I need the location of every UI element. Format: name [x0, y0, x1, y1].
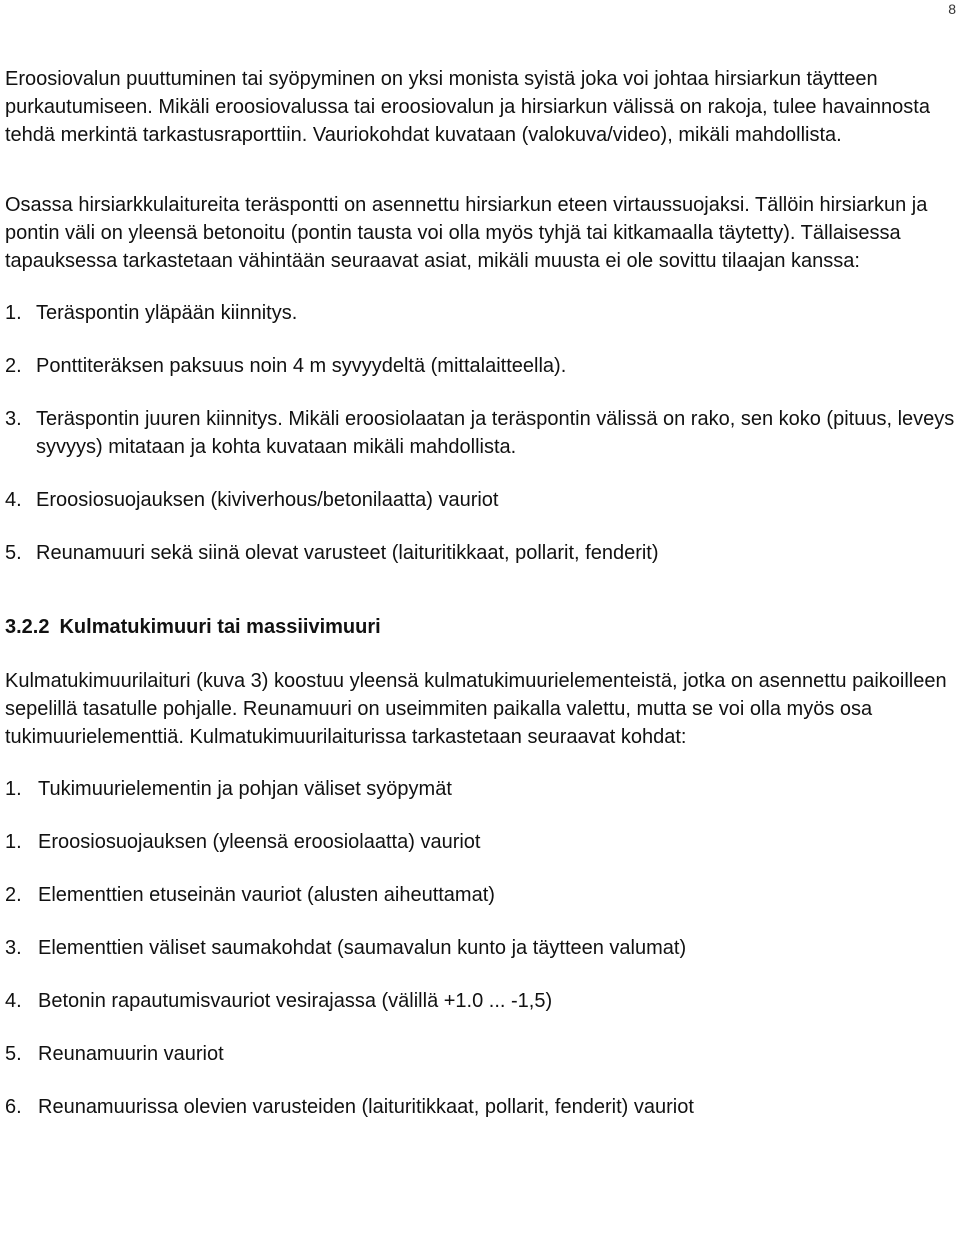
list-item [5, 405, 955, 461]
list-item [5, 987, 955, 1015]
list-item [5, 1040, 955, 1068]
list-item-number: 1. [5, 831, 22, 853]
list-item-number: 2. [5, 355, 22, 377]
list-item [5, 486, 955, 514]
section-title: Kulmatukimuuri tai massiivimuuri [59, 616, 381, 638]
document-body [5, 65, 955, 1121]
list-item [5, 539, 955, 567]
paragraph-eroosiovalu: Eroosiovalun puuttuminen tai syöpyminen on yksi monista syistä joka voi johtaa hirsiarkun täytteen purkautumiseen. Mikäli eroosiovalussa tai eroosiovalun ja hirsiarkun välissä on rakoja, tulee havainnosta tehdä merkintä tarkastusraporttiin. Vauriokohdat kuvataan (valokuva/video), mikäli mahdollista. [5, 68, 930, 146]
list-item-text: Teräspontin juuren kiinnitys. Mikäli eroosiolaatan ja teräspontin välissä on rako, sen koko (pituus, leveys syvyys) mitataan ja kohta kuvataan mikäli mahdollista. [36, 408, 955, 458]
inspection-list-terasspontti [5, 299, 955, 567]
list-item-number: 5. [5, 542, 22, 564]
list-item [5, 352, 955, 380]
list-item-number: 2. [5, 884, 22, 906]
list-item-text: Reunamuurin vauriot [38, 1043, 224, 1065]
page-number: 8 [948, 1, 956, 17]
list-item-text: Ponttiteräksen paksuus noin 4 m syvyydeltä (mittalaitteella). [36, 355, 567, 377]
list-item-number: 1. [5, 302, 22, 324]
list-item-number: 4. [5, 489, 22, 511]
list-item [5, 934, 955, 962]
paragraph-kulmatukimuuri: Kulmatukimuurilaituri (kuva 3) koostuu yleensä kulmatukimuurielementeistä, jotka on asennettu paikoilleen sepelillä tasatulle pohjalle. Reunamuuri on useimmiten paikalla valettu, mutta se voi olla myös osa tukimuurielementtiä. Kulmatukimuurilaiturissa tarkastetaan seuraavat kohdat: [5, 670, 947, 748]
list-item-text: Tukimuurielementin ja pohjan väliset syöpymät [38, 778, 452, 800]
list-item-text: Teräspontin yläpään kiinnitys. [36, 302, 298, 324]
list-item-number: 1. [5, 778, 22, 800]
list-item-text: Eroosiosuojauksen (yleensä eroosiolaatta) vauriot [38, 831, 481, 853]
section-heading [5, 613, 955, 641]
section-number: 3.2.2 [5, 616, 50, 638]
list-item-number: 5. [5, 1043, 22, 1065]
list-item [5, 881, 955, 909]
list-item-number: 3. [5, 408, 22, 430]
list-item [5, 828, 955, 856]
list-item-number: 4. [5, 990, 22, 1012]
list-item [5, 775, 955, 803]
list-item-text: Reunamuurissa olevien varusteiden (laituritikkaat, pollarit, fenderit) vauriot [38, 1096, 694, 1118]
list-item-text: Betonin rapautumisvauriot vesirajassa (välillä +1.0 ... -1,5) [38, 990, 553, 1012]
list-item-number: 6. [5, 1096, 22, 1118]
list-item-text: Reunamuuri sekä siinä olevat varusteet (laituritikkaat, pollarit, fenderit) [36, 542, 659, 564]
list-item [5, 299, 955, 327]
inspection-list-kulmatukimuuri [5, 775, 955, 1121]
list-item-text: Elementtien etuseinän vauriot (alusten aiheuttamat) [38, 884, 495, 906]
list-item-text: Elementtien väliset saumakohdat (saumavalun kunto ja täytteen valumat) [38, 937, 687, 959]
list-item-number: 3. [5, 937, 22, 959]
list-item-text: Eroosiosuojauksen (kiviverhous/betonilaatta) vauriot [36, 489, 499, 511]
list-item [5, 1093, 955, 1121]
paragraph-hirsiarkkulaiturit: Osassa hirsiarkkulaitureita teräspontti on asennettu hirsiarkun eteen virtaussuojaksi. Tällöin hirsiarkun ja pontin väli on yleensä betonoitu (pontin tausta voi olla myös tyhjä tai kitkamaalla täytetty). Tällaisessa tapauksessa tarkastetaan vähintään seuraavat asiat, mikäli muusta ei ole sovittu tilaajan kanssa: [5, 194, 928, 272]
